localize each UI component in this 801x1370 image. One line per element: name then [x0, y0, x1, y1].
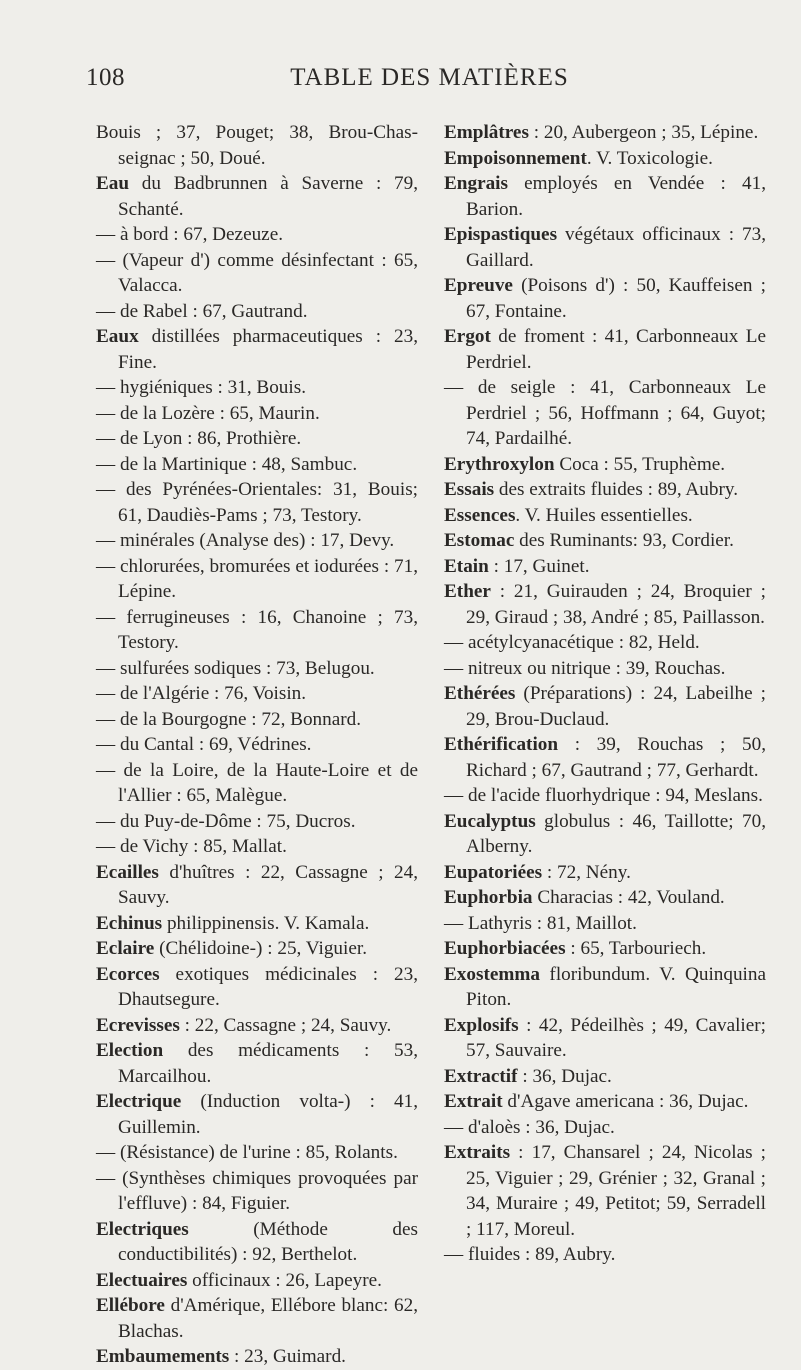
index-term: Engrais	[444, 173, 508, 194]
index-entry	[96, 860, 418, 911]
index-entry	[444, 809, 766, 860]
index-entry	[444, 1115, 766, 1141]
index-entry	[444, 1140, 766, 1242]
index-text: — sulfurées sodiques : 73, Belugou.	[96, 657, 375, 679]
index-entry	[96, 1038, 418, 1089]
index-entry	[444, 1013, 766, 1064]
index-text: — de Rabel : 67, Gautrand.	[96, 300, 308, 322]
index-entry	[444, 273, 766, 324]
index-entry	[96, 554, 418, 605]
index-text: — de Lyon : 86, Prothière.	[96, 428, 302, 449]
index-entry	[96, 1089, 418, 1140]
index-text: philippinensis. V. Kamala.	[162, 912, 370, 934]
index-text: Coca : 55, Truphème.	[554, 453, 726, 475]
index-text: — d'aloès : 36, Dujac.	[444, 1116, 615, 1138]
index-entry	[444, 554, 766, 580]
index-entry	[96, 834, 418, 860]
index-term: Electrique	[96, 1091, 182, 1112]
index-term: Eau	[96, 173, 130, 194]
index-text: d'huîtres : 22, Cassagne ; 24, Sauvy.	[118, 861, 418, 908]
index-term: Eaux	[96, 326, 139, 347]
index-text: — (Synthèses chimiques provoquées par l'effluve) : 84, Figuier.	[96, 1167, 418, 1214]
index-term: Ethérification	[444, 734, 559, 755]
index-entry	[96, 401, 418, 427]
index-term: Election	[96, 1040, 164, 1061]
index-entry	[444, 732, 766, 783]
index-term: Eucalyptus	[444, 810, 536, 832]
index-entry	[96, 171, 418, 222]
index-term: Ecrevisses	[96, 1014, 180, 1036]
index-entry	[444, 120, 766, 146]
index-text: (Induction volta-) : 41, Guillemin.	[118, 1091, 418, 1138]
index-entry	[444, 477, 766, 503]
index-entry	[96, 248, 418, 299]
index-entry	[96, 222, 418, 248]
index-term: Electuaires	[96, 1269, 188, 1291]
index-term: Embaumements	[96, 1346, 230, 1367]
index-entry	[96, 681, 418, 707]
index-text: : 23, Guimard.	[229, 1346, 346, 1367]
index-entry	[96, 1013, 418, 1039]
index-text: — ferrugineuses : 16, Chanoine ; 73, Testory.	[96, 606, 418, 653]
index-text: — des Pyrénées-Orientales: 31, Bouis; 61, Daudiès-Pams ; 73, Testory.	[96, 479, 418, 526]
index-entry	[96, 936, 418, 962]
index-term: Ellébore	[96, 1295, 165, 1316]
index-text: — chlorurées, bromurées et iodurées : 71, Lépine.	[96, 555, 418, 602]
index-term: Ergot	[444, 326, 491, 347]
index-entry	[96, 809, 418, 835]
index-entry	[444, 503, 766, 529]
index-text: du Badbrunnen à Saverne : 79, Schanté.	[118, 173, 418, 220]
index-term: Empoisonnement	[444, 147, 587, 169]
index-text: : 17, Chansarel ; 24, Nicolas ; 25, Viguier ; 29, Grénier ; 32, Granal ; 34, Muraire ; 49, Petitot; 59, Serradell ; 117, Moreul.	[466, 1142, 766, 1240]
index-text: : 42, Pédeilhès ; 49, Cavalier; 57, Sauvaire.	[466, 1014, 766, 1061]
index-text: : 36, Dujac.	[517, 1065, 612, 1087]
index-text: : 65, Tarbouriech.	[565, 938, 707, 959]
index-term: Estomac	[444, 530, 515, 551]
index-text: (Préparations) : 24, Labeilhe ; 29, Brou-Duclaud.	[466, 683, 766, 730]
index-term: Euphorbiacées	[444, 938, 566, 959]
index-entry	[96, 1293, 418, 1344]
index-term: Extrait	[444, 1091, 503, 1112]
index-term: Eupatoriées	[444, 861, 543, 883]
index-entry	[444, 1242, 766, 1268]
index-text: des médicaments : 53, Marcailhou.	[118, 1040, 418, 1087]
index-entry	[444, 171, 766, 222]
index-text: — du Cantal : 69, Védrines.	[96, 734, 312, 755]
index-entry	[444, 860, 766, 886]
index-term: Euphorbia	[444, 887, 533, 908]
page-header	[0, 64, 801, 104]
index-text: (Chélidoine-) : 25, Viguier.	[154, 938, 367, 959]
index-text: . V. Huiles essentielles.	[515, 504, 693, 526]
index-text: — fluides : 89, Aubry.	[444, 1244, 616, 1265]
index-entry	[444, 528, 766, 554]
index-term: Exostemma	[444, 963, 540, 985]
index-entry	[96, 426, 418, 452]
index-entry	[96, 1217, 418, 1268]
index-entry	[444, 630, 766, 656]
index-entry	[96, 452, 418, 478]
index-text: — Lathyris : 81, Maillot.	[444, 912, 637, 934]
index-term: Epispastiques	[444, 224, 558, 245]
index-entry	[444, 579, 766, 630]
index-text: exotiques médicinales : 23, Dhautsegure.	[118, 963, 418, 1010]
index-text: (Méthode des conductibilités) : 92, Berthelot.	[118, 1218, 418, 1265]
index-entry	[96, 758, 418, 809]
index-entry	[96, 1268, 418, 1294]
index-text: — de Vichy : 85, Mallat.	[96, 836, 287, 857]
index-text: — du Puy-de-Dôme : 75, Ducros.	[96, 810, 356, 832]
index-entry	[444, 656, 766, 682]
index-text: : 72, Nény.	[542, 861, 631, 883]
index-text: — (Vapeur d') comme désinfectant : 65, Valacca.	[96, 249, 418, 296]
index-term: Ecorces	[96, 963, 160, 985]
index-term: Essais	[444, 479, 495, 500]
index-text: — de l'Algérie : 76, Voisin.	[96, 683, 307, 704]
index-entry	[96, 707, 418, 733]
index-text: des extraits fluides : 89, Aubry.	[494, 479, 739, 500]
index-entry	[96, 605, 418, 656]
index-text: officinaux : 26, Lapeyre.	[187, 1269, 382, 1291]
index-entry	[444, 222, 766, 273]
index-term: Extractif	[444, 1065, 518, 1087]
index-entry	[96, 911, 418, 937]
index-entry	[444, 146, 766, 172]
index-term: Ether	[444, 581, 491, 602]
index-text: globulus : 46, Taillotte; 70, Alberny.	[466, 810, 766, 857]
index-entry	[444, 885, 766, 911]
index-text: : 22, Cassagne ; 24, Sauvy.	[179, 1014, 392, 1036]
index-entry	[96, 528, 418, 554]
index-entry	[444, 375, 766, 452]
index-text: : 39, Rouchas ; 50, Richard ; 67, Gautrand ; 77, Gerhardt.	[466, 734, 766, 781]
index-text: Characias : 42, Vouland.	[532, 887, 725, 908]
index-entry	[96, 732, 418, 758]
index-term: Echinus	[96, 912, 163, 934]
index-text: — minérales (Analyse des) : 17, Devy.	[96, 530, 395, 551]
index-term: Essences	[444, 504, 516, 526]
index-entry	[444, 1089, 766, 1115]
index-text: — acétylcyanacétique : 82, Held.	[444, 632, 700, 653]
index-entry	[444, 452, 766, 478]
index-text: — de la Martinique : 48, Sambuc.	[96, 453, 358, 475]
index-entry	[96, 324, 418, 375]
index-entry	[96, 299, 418, 325]
index-term: Electriques	[96, 1218, 189, 1240]
index-entry	[96, 477, 418, 528]
index-entry	[444, 324, 766, 375]
page-number: 108	[86, 64, 125, 91]
index-text: employés en Vendée : 41, Barion.	[466, 173, 766, 220]
index-entry	[96, 120, 418, 171]
index-entry	[444, 936, 766, 962]
index-term: Etain	[444, 555, 489, 577]
index-text: — de la Loire, de la Haute-Loire et de l'Allier : 65, Malègue.	[96, 759, 418, 806]
index-text: — nitreux ou nitrique : 39, Rouchas.	[444, 657, 726, 679]
index-text: — de seigle : 41, Carbonneaux Le Perdriel ; 56, Hoffmann ; 64, Guyot; 74, Pardailhé.	[444, 377, 766, 449]
index-entry	[96, 962, 418, 1013]
index-term: Emplâtres	[444, 122, 529, 143]
index-term: Erythroxylon	[444, 453, 555, 475]
index-term: Explosifs	[444, 1014, 519, 1036]
index-text: — de la Bourgogne : 72, Bonnard.	[96, 708, 362, 730]
index-text: — hygiéniques : 31, Bouis.	[96, 377, 306, 398]
index-text: de froment : 41, Carbonneaux Le Perdriel.	[466, 326, 766, 373]
index-entry	[444, 911, 766, 937]
index-text: végétaux officinaux : 73, Gaillard.	[466, 224, 766, 271]
index-text: distillées pharmaceutiques : 23, Fine.	[118, 326, 418, 373]
index-text: : 21, Guirauden ; 24, Broquier ; 29, Giraud ; 38, André ; 85, Paillasson.	[466, 581, 766, 628]
index-text: . V. Toxicologie.	[586, 147, 713, 169]
right-column	[444, 120, 766, 1268]
index-text: d'Agave americana : 36, Dujac.	[502, 1091, 749, 1112]
index-entry	[444, 962, 766, 1013]
left-column	[96, 120, 418, 1370]
index-entry	[96, 656, 418, 682]
index-text: : 20, Aubergeon ; 35, Lépine.	[528, 122, 759, 143]
index-term: Eclaire	[96, 938, 155, 959]
index-text: floribundum. V. Quinquina Piton.	[466, 963, 766, 1010]
index-entry	[96, 1166, 418, 1217]
index-text: — de la Lozère : 65, Maurin.	[96, 402, 320, 424]
index-entry	[444, 681, 766, 732]
index-entry	[96, 1140, 418, 1166]
index-entry	[444, 783, 766, 809]
index-entry	[96, 375, 418, 401]
running-title: TABLE DES MATIÈRES	[290, 64, 569, 91]
index-term: Ecailles	[96, 861, 159, 883]
index-text: — de l'acide fluorhydrique : 94, Meslans.	[444, 785, 763, 806]
index-text: des Ruminants: 93, Cordier.	[514, 530, 734, 551]
index-term: Ethérées	[444, 683, 516, 704]
index-term: Epreuve	[444, 275, 513, 296]
index-text: — (Résistance) de l'urine : 85, Rolants.	[96, 1142, 398, 1163]
index-entry	[96, 1344, 418, 1370]
index-entry	[444, 1064, 766, 1090]
index-term: Extraits	[444, 1142, 511, 1163]
index-text: Bouis ; 37, Pouget; 38, Brou-Chas-seignac ; 50, Doué.	[96, 122, 418, 169]
index-text: d'Amérique, Ellébore blanc: 62, Blachas.	[118, 1295, 418, 1342]
index-text: — à bord : 67, Dezeuze.	[96, 224, 284, 245]
index-text: : 17, Guinet.	[488, 555, 590, 577]
index-text: (Poisons d') : 50, Kauffeisen ; 67, Fontaine.	[466, 275, 766, 322]
